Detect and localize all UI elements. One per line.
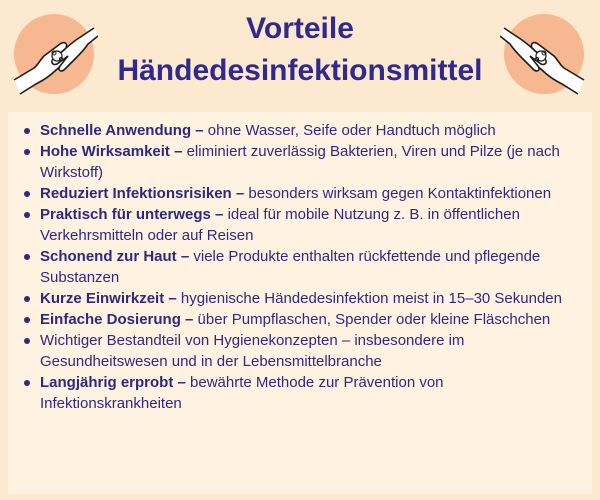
list-item <box>20 141 580 183</box>
item-text: ideal für mobile Nutzung z. B. in öffentlichen Verkehrsmitteln oder auf Reisen <box>40 206 520 244</box>
item-text: ohne Wasser, Seife oder Handtuch möglich <box>203 122 496 139</box>
item-text: über Pumpflaschen, Spender oder kleine Fläschchen <box>193 311 551 328</box>
list-item <box>20 372 580 414</box>
list-item <box>20 183 580 204</box>
title-line-2: Händedesinfektionsmittel <box>117 54 483 87</box>
list-item <box>20 309 580 330</box>
item-lead: Schonend zur Haut – <box>40 248 190 265</box>
item-text: besonders wirksam gegen Kontaktinfektionen <box>244 185 552 202</box>
hand-sanitizer-icon <box>10 10 98 98</box>
list-item <box>20 204 580 246</box>
item-lead: Praktisch für unterwegs – <box>40 206 224 223</box>
item-text: eliminiert zuverlässig Bakterien, Viren und Pilze (je nach Wirkstoff) <box>40 143 560 181</box>
item-text: viele Produkte enthalten rückfettende und pflegende Substanzen <box>40 248 541 286</box>
item-lead: Hohe Wirksamkeit – <box>40 143 183 160</box>
benefits-list <box>20 120 580 414</box>
list-item <box>20 120 580 141</box>
hand-sanitizer-icon <box>500 10 588 98</box>
item-text: hygienische Händedesinfektion meist in 15–30 Sekunden <box>176 290 562 307</box>
list-item <box>20 330 580 372</box>
page-title <box>90 8 510 92</box>
item-lead: Schnelle Anwendung – <box>40 122 204 139</box>
header <box>0 0 600 108</box>
item-text: bewährte Methode zur Prävention von Infektionskrankheiten <box>40 374 444 412</box>
item-lead: Kurze Einwirkzeit – <box>40 290 177 307</box>
list-item <box>20 246 580 288</box>
item-text: Wichtiger Bestandteil von Hygienekonzepten – insbesondere im Gesundheitswesen und in der Lebensmittelbranche <box>40 332 465 370</box>
title-line-1: Vorteile <box>246 12 354 45</box>
item-lead: Einfache Dosierung – <box>40 311 194 328</box>
list-item <box>20 288 580 309</box>
benefits-card <box>8 112 592 494</box>
item-lead: Langjährig erprobt – <box>40 374 186 391</box>
item-lead: Reduziert Infektionsrisiken – <box>40 185 245 202</box>
